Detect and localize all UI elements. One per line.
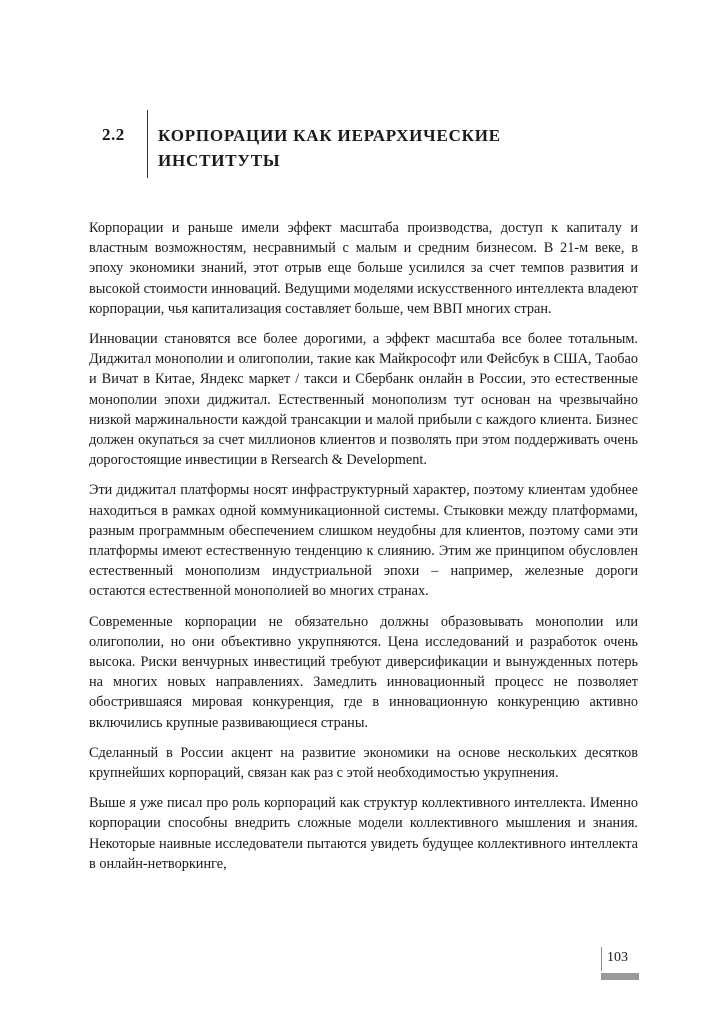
paragraph: Выше я уже писал про роль корпораций как структур коллективного интеллекта. Именно корпорации способны внедрить сложные модели коллективного мышления и знания. Некоторые наивные исследователи пытаются увидеть будущее коллективного интеллекта в онлайн-нетворкинге, — [89, 795, 638, 872]
paragraph: Сделанный в России акцент на развитие экономики на основе нескольких десятков крупнейших корпораций, связан как раз с этой необходимостью укрупнения. — [89, 744, 638, 782]
heading-divider — [147, 110, 148, 178]
paragraph: Корпорации и раньше имели эффект масштаба производства, доступ к капиталу и властным возможностям, несравнимый с малым и средним бизнесом. В 21-м веке, в эпоху экономики знаний, этот отрыв еще больше усилился за счет темпов развития и высокой стоимости инноваций. Ведущими моделями искусственного интеллекта владеют корпорации, чья капитализация составляет больше, чем ВВП многих стран. — [89, 220, 638, 317]
page-number: 103 — [607, 950, 628, 965]
paragraph: Инновации становятся все более дорогими, а эффект масштаба все более тотальным. Диджитал монополии и олигополии, такие как Майкрософт или Фейсбук в США, Таобао и Вичат в Китае, Яндекс маркет / такси и Сбербанк онлайн в России, это естественные монополии эпохи диджитал. Естественный монополизм тут основан на чрезвычайно низкой маржинальности каждой трансакции и малой прибыли с каждого клиента. Бизнес должен окупаться за счет миллионов клиентов и позволять при этом поддерживать очень дорогостоящие инвестиции в Rersearch & Development. — [89, 331, 638, 469]
section-number: 2.2 — [102, 125, 125, 144]
footer-divider — [601, 947, 602, 971]
section-title — [158, 123, 501, 173]
footer-bar — [601, 973, 639, 980]
paragraph: Современные корпорации не обязательно должны образовывать монополии или олигополии, но они объективно укрупняются. Цена исследований и разработок очень высока. Риски венчурных инвестиций требуют диверсификации и вынужденных потерь на многих новых направлениях. Замедлить инновационный процесс не позволяет обострившаяся мировая конкуренция, где в инновационную конкуренцию активно включились крупные развивающиеся страны. — [89, 613, 638, 731]
section-title-line-1: КОРПОРАЦИИ КАК ИЕРАРХИЧЕСКИЕ — [158, 126, 501, 145]
section-title-line-2: ИНСТИТУТЫ — [158, 151, 281, 170]
section-heading — [100, 110, 640, 180]
body-text — [89, 218, 638, 884]
paragraph: Эти диджитал платформы носят инфраструктурный характер, поэтому клиентам удобнее находиться в рамках одной коммуникационной системы. Стыковки между платформами, разным программным обеспечением слишком неудобны для клиентов, поэтому сами эти платформы имеют естественную тенденцию к слиянию. Этим же принципом обусловлен естественный монополизм индустриальной эпохи – например, железные дороги остаются естественной монополией во многих странах. — [89, 482, 638, 600]
page-footer — [601, 947, 639, 983]
